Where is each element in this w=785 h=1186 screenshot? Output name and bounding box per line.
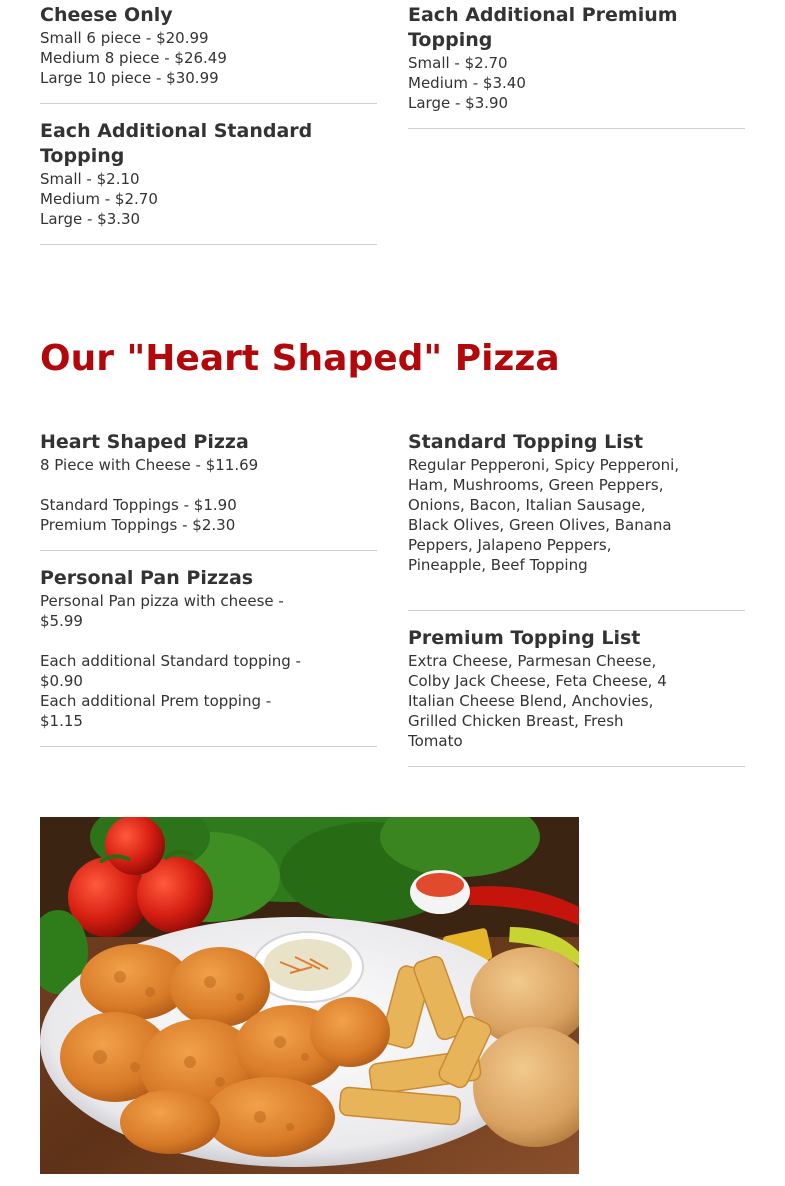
price-line: Small - $2.70 [408,54,508,72]
heart-shaped-pizza-item [40,430,377,551]
item-title: Heart Shaped Pizza [40,431,249,453]
price-line: Medium 8 piece - $26.49 [40,49,227,67]
topping-list-text: Regular Pepperoni, Spicy Pepperoni, Ham, Mushrooms, Green Peppers, Onions, Bacon, Italian Sausage, Black Olives, Green Olives, Banana Peppers, Jalapeno Peppers, Pineapple, Beef Topping [408,456,680,574]
price-line: Large - $3.90 [408,94,509,112]
price-line: Medium - $2.70 [40,190,158,208]
item-title: Each Additional Premium Topping [408,4,678,51]
price-line: 8 Piece with Cheese - $11.69 [40,456,259,474]
price-line: Each additional Standard topping - $0.90 [40,652,301,690]
price-line: Standard Toppings - $1.90 [40,496,237,514]
premium-topping-list-item [408,626,745,767]
additional-premium-topping-item [408,3,745,129]
price-line: Small - $2.10 [40,170,140,188]
item-title: Personal Pan Pizzas [40,567,254,589]
item-title: Premium Topping List [408,627,641,649]
personal-pan-pizza-item [40,566,377,747]
standard-topping-list-item [408,430,745,611]
item-title: Cheese Only [40,4,173,26]
topping-list-text: Extra Cheese, Parmesan Cheese, Colby Jack Cheese, Feta Cheese, 4 Italian Cheese Blend, Anchovies, Grilled Chicken Breast, Fresh Tomato [408,652,667,750]
price-line: Large 10 piece - $30.99 [40,69,219,87]
price-line: Large - $3.30 [40,210,141,228]
spacer [40,631,377,651]
spacer [40,475,377,495]
fried-chicken-platter-photo [40,817,579,1174]
price-line: Each additional Prem topping - $1.15 [40,692,272,730]
item-title: Standard Topping List [408,431,644,453]
photo-illustration [40,817,579,1174]
additional-standard-topping-item [40,119,377,245]
price-line: Premium Toppings - $2.30 [40,516,236,534]
price-line: Small 6 piece - $20.99 [40,29,209,47]
item-title: Each Additional Standard Topping [40,120,313,167]
cheese-only-item [40,3,377,104]
heart-shaped-pizza-heading: Our "Heart Shaped" Pizza [40,338,560,379]
price-line: Medium - $3.40 [408,74,526,92]
price-line: Personal Pan pizza with cheese - $5.99 [40,592,284,630]
